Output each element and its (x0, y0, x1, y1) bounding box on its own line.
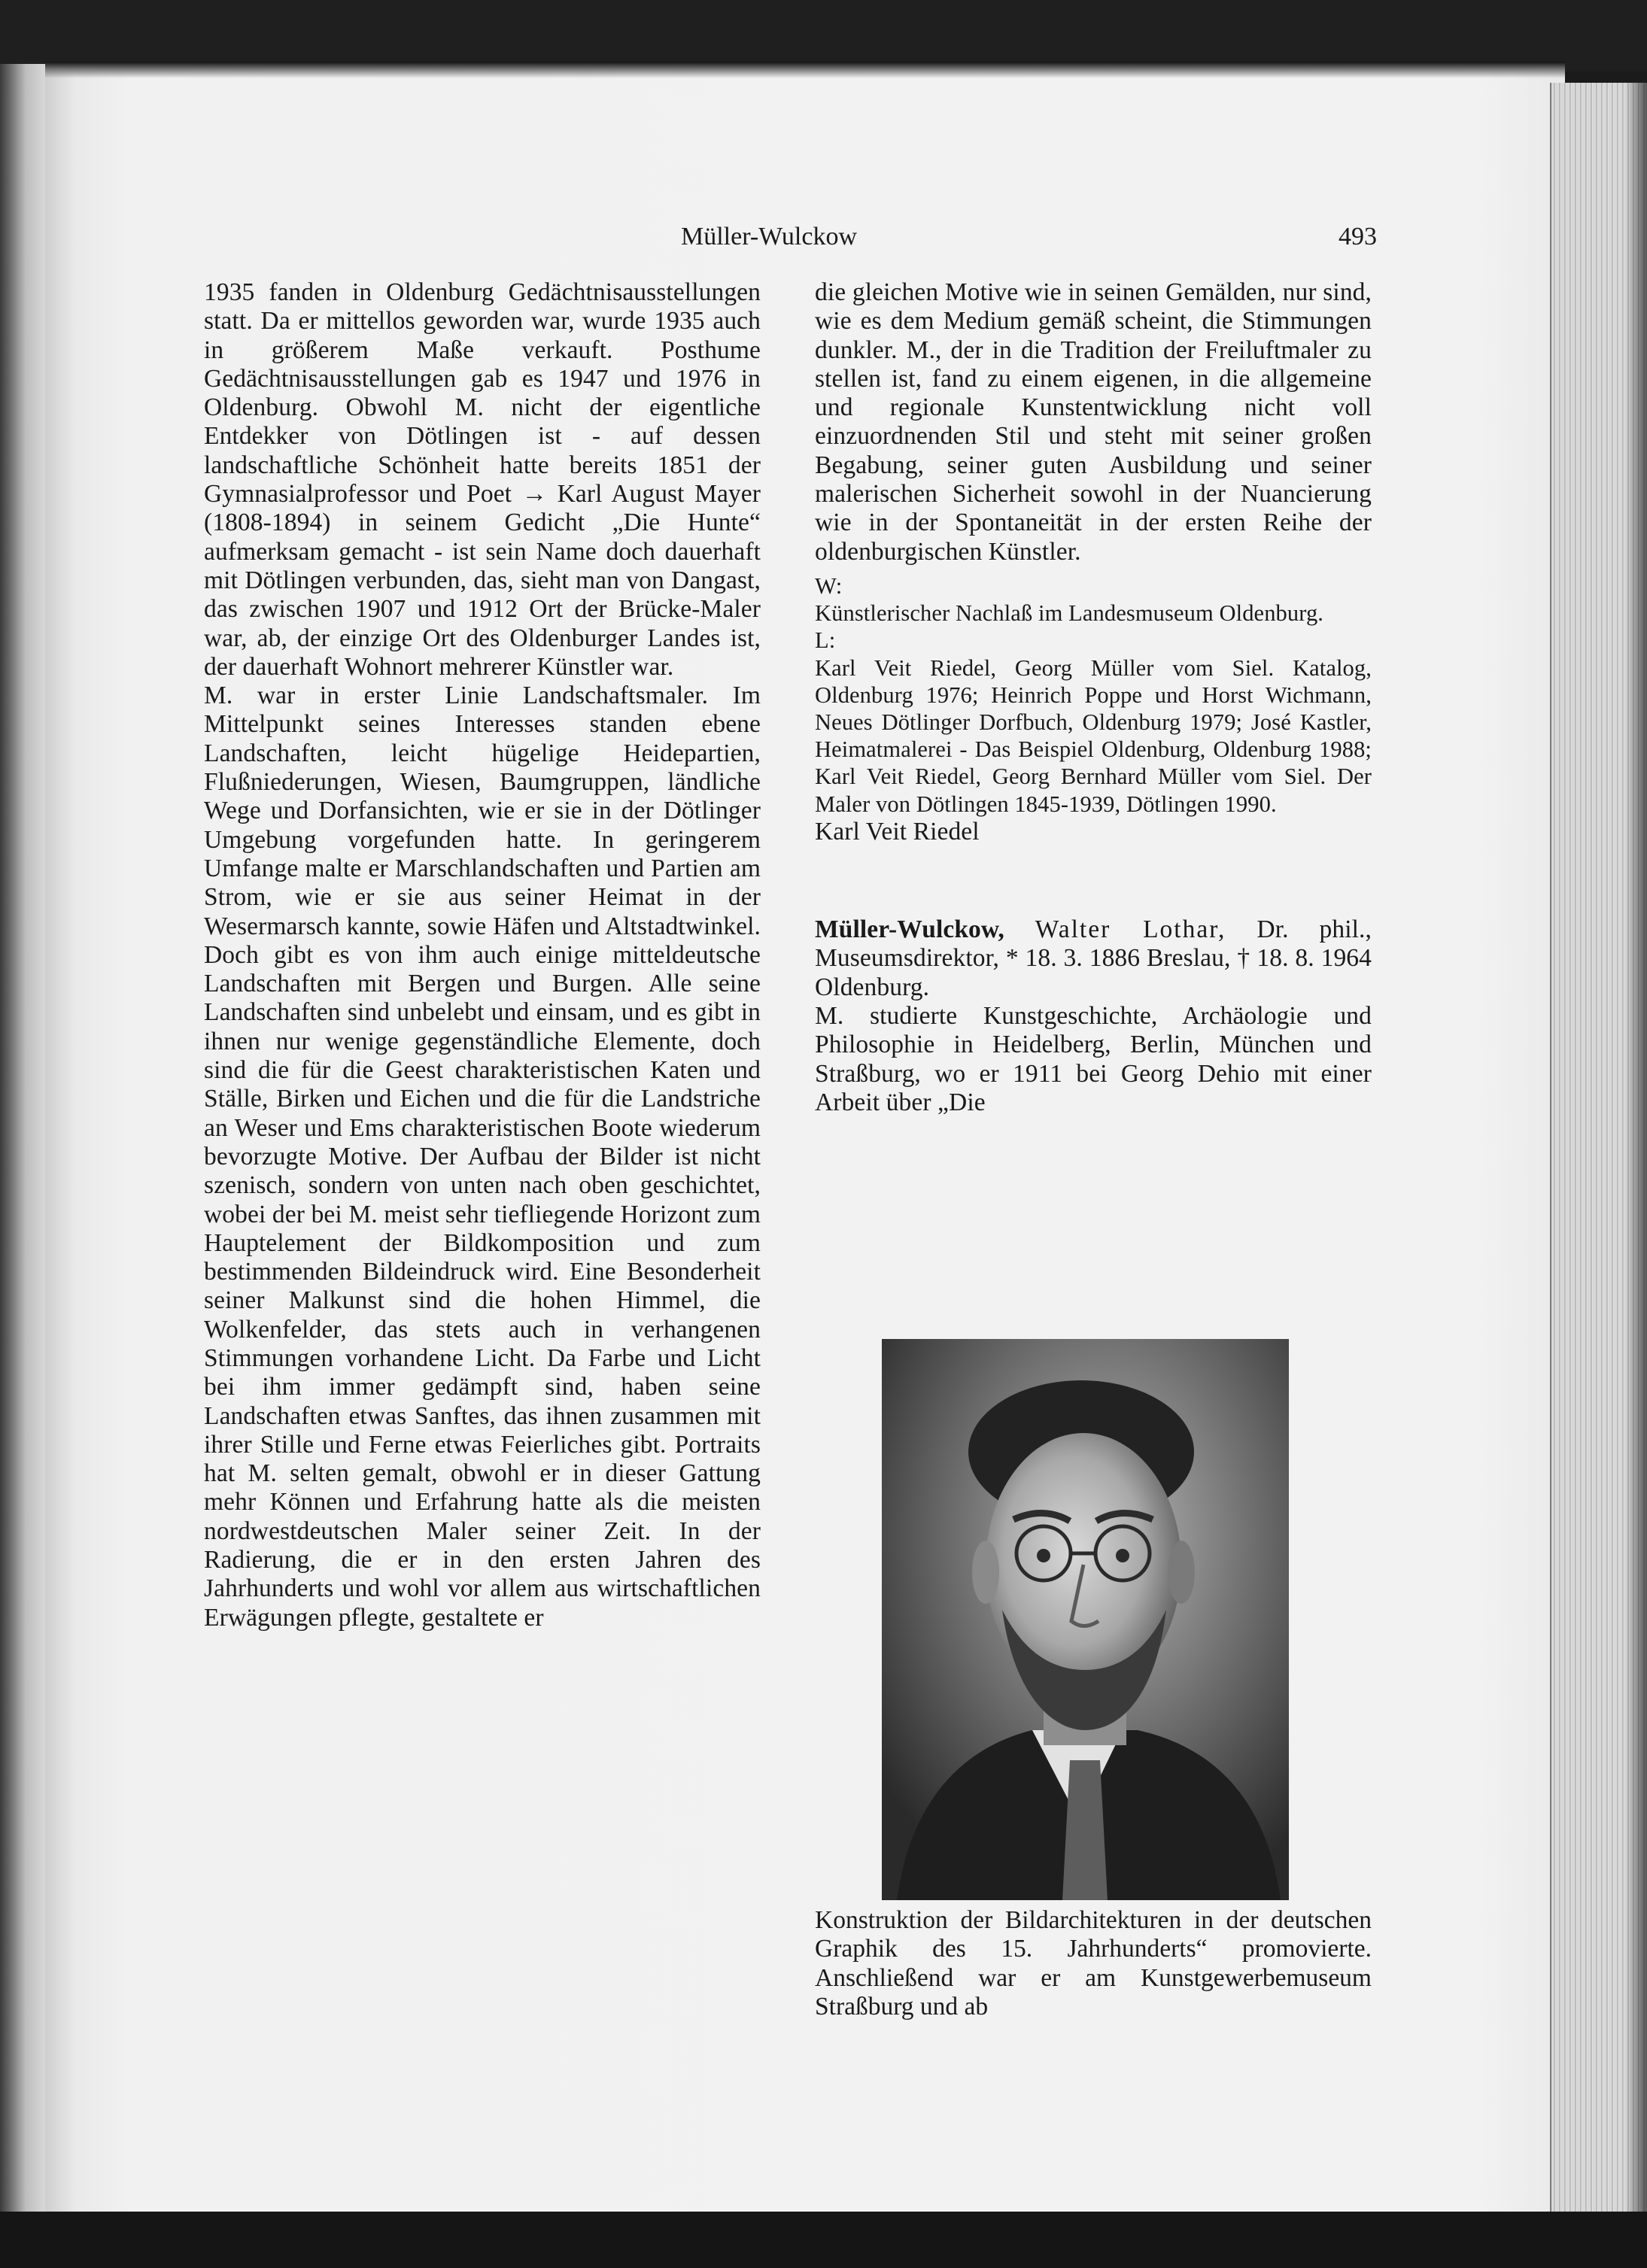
left-paragraph-2: M. war in erster Linie Landschaftsmaler. Im Mittelpunkt seines Interesses standen ebene Landschaften, leicht hügelige Heidepartien, Flußniederungen, Wiesen, Baumgruppen, ländliche Wege und Dorfansichten, wie er sie in der Dötlinger Umgebung vorgefunden hatte. In geringerem Umfange malte er Marschlandschaften und Partien am Strom, wie er sie aus seiner Heimat in der Wesermarsch kannte, sowie Häfen und Altstadtwinkel. Doch gibt es von ihm auch einige mitteldeutsche Landschaften mit Bergen und Burgen. Alle seine Landschaften sind unbelebt und einsam, und es gibt in ihnen nur wenige gegenständliche Elemente, doch sind die für die Geest charakteristischen Katen und Ställe, Birken und Eichen und die für die Landstriche an Weser und Ems charakteristischen Boote wiederum bevorzugte Motive. Der Aufbau der Bilder ist nicht szenisch, sondern von unten nach oben geschichtet, wobei der bei M. meist sehr tiefliegende Horizont zum Hauptelement der Bildkomposition und zum bestimmenden Bildeindruck wird. Eine Besonderheit seiner Malkunst sind die hohen Himmel, die Wolkenfelder, das stets auch in verhangenen Stimmungen vorhandene Licht. Da Farbe und Licht bei ihm immer gedämpft sind, haben seine Landschaften etwas Sanftes, das ihnen zusammen mit ihrer Stille und Ferne etwas Feierliches gibt. Portraits hat M. selten gemalt, obwohl er in dieser Gattung mehr Können und Erfahrung hatte als die meisten nordwestdeutschen Maler seiner Zeit. In der Radierung, die er in den ersten Jahren des Jahrhunderts und wohl vor allem aus wirtschaftlichen Erwägungen pflegte, gestaltete er (204, 682, 761, 1632)
entry-biodata: Dr. phil., Museumsdirektor, * 18. 3. 1886 Breslau, † 18. 8. 1964 Oldenburg. (815, 915, 1372, 1001)
page-top-shadow (45, 62, 1565, 78)
literature-label: L: (815, 627, 836, 654)
entry-given-names: Walter Lothar, (1035, 915, 1226, 944)
right-paragraph-1: die gleichen Motive wie in seinen Gemälden, nur sind, wie es dem Medium gemäß scheint, die Stimmungen dunkler. M., der in die Tradition der Freiluftmaler zu stellen ist, fand zu einem eigenen, in die allgemeine und regionale Kunstentwicklung nicht voll einzuordnenden Stil und steht mit seiner großen Begabung, seiner guten Ausbildung und seiner malerischen Sicherheit sowohl in der Nuancierung wie in der Spontaneität in der ersten Reihe der oldenburgischen Künstler. (815, 278, 1372, 566)
running-header (681, 223, 1377, 260)
scanner-background-top (0, 0, 1647, 71)
entry-separator (815, 846, 1372, 915)
works-label: W: (815, 572, 843, 599)
right-column-continuation (815, 1906, 1372, 2021)
literature-text: Karl Veit Riedel, Georg Müller vom Siel. Katalog, Oldenburg 1976; Heinrich Poppe und Horst Wichmann, Neues Dötlinger Dorfbuch, Oldenburg 1979; José Kastler, Heimatmalerei - Das Beispiel Oldenburg, Oldenburg 1988; Karl Veit Riedel, Georg Bernhard Müller vom Siel. Der Maler von Dötlingen 1845-1939, Dötlingen 1990. (815, 654, 1372, 817)
portrait-photo (882, 1339, 1289, 1900)
works-section (815, 572, 1372, 818)
page-number: 493 (1339, 223, 1377, 250)
left-column (204, 278, 761, 1632)
entry-paragraph-2: Konstruktion der Bildarchitekturen in der deutschen Graphik des 15. Jahrhunderts“ promovierte. Anschließend war er am Kunstgewerbemuseum Straßburg und ab (815, 1906, 1372, 2021)
entry-name: Müller-Wulckow, (815, 915, 1004, 944)
scanner-background-bottom (0, 2212, 1647, 2268)
previous-page-edge (0, 64, 45, 2215)
entry-paragraph-1: M. studierte Kunstgeschichte, Archäologie und Philosophie in Heidelberg, Berlin, München und Straßburg, wo er 1911 bei Georg Dehio mit einer Arbeit über „Die (815, 1001, 1372, 1116)
running-header-title: Müller-Wulckow (681, 223, 857, 250)
right-column (815, 278, 1372, 1117)
entry-heading (815, 915, 1372, 1002)
left-paragraph-1: 1935 fanden in Oldenburg Gedächtnisausstellungen statt. Da er mittellos geworden war, wurde 1935 auch in größerem Maße verkauft. Posthume Gedächtnisausstellungen gab es 1947 und 1976 in Oldenburg. Obwohl M. nicht der eigentliche Entdekker von Dötlingen ist - auf dessen landschaftliche Schönheit hatte bereits 1851 der Gymnasialprofessor und Poet → Karl August Mayer (1808-1894) in seinem Gedicht „Die Hunte“ aufmerksam gemacht - ist sein Name doch dauerhaft mit Dötlingen verbunden, das, sieht man von Dangast, das zwischen 1907 und 1912 Ort der Brücke-Maler war, ab, der einzige Ort des Oldenburger Landes ist, der dauerhaft Wohnort mehrerer Künstler war. (204, 278, 761, 681)
works-text: Künstlerischer Nachlaß im Landesmuseum Oldenburg. (815, 600, 1324, 627)
author-signature: Karl Veit Riedel (815, 817, 980, 846)
page-stack-shade (1625, 83, 1647, 2212)
portrait-illustration (882, 1339, 1289, 1900)
